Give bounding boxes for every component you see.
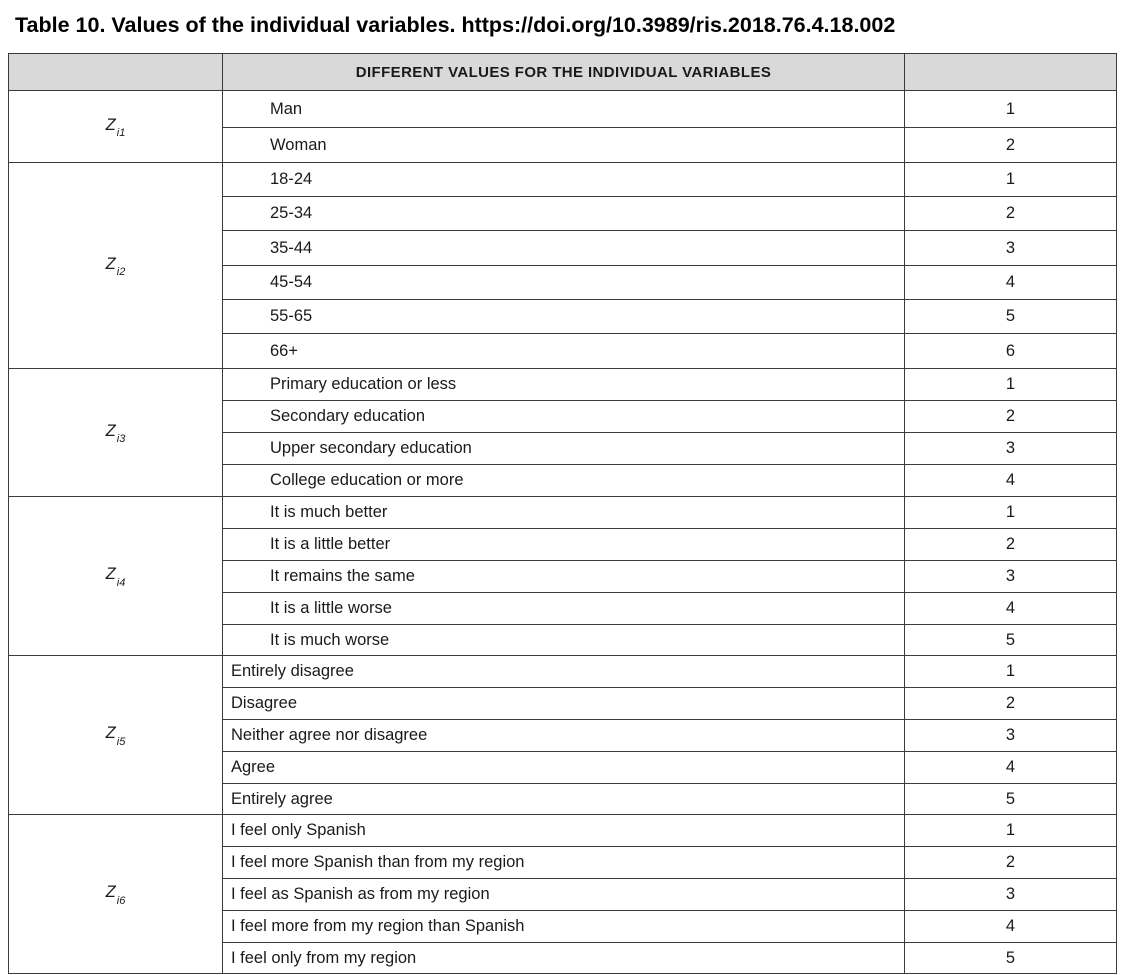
value-label: 25-34 (223, 197, 905, 231)
variable-symbol (9, 656, 223, 815)
value-code: 2 (905, 128, 1117, 163)
header-code (905, 54, 1117, 91)
value-label: Secondary education (223, 401, 905, 433)
value-label: Neither agree nor disagree (223, 720, 905, 752)
variable-symbol (9, 497, 223, 656)
value-label: Entirely agree (223, 784, 905, 815)
value-code: 4 (905, 593, 1117, 625)
table-row (9, 91, 1117, 128)
value-label: Disagree (223, 688, 905, 720)
value-code: 4 (905, 752, 1117, 784)
value-label: I feel only Spanish (223, 815, 905, 847)
variable-subscript: i2 (116, 266, 126, 279)
value-code: 2 (905, 529, 1117, 561)
value-label: 66+ (223, 334, 905, 369)
value-code: 3 (905, 433, 1117, 465)
variable-symbol (9, 815, 223, 974)
table-row (9, 656, 1117, 688)
value-label: Man (223, 91, 905, 128)
value-label: Agree (223, 752, 905, 784)
value-label: I feel more Spanish than from my region (223, 847, 905, 879)
variable-letter: Z (105, 883, 116, 902)
value-code: 3 (905, 720, 1117, 752)
header-values: DIFFERENT VALUES FOR THE INDIVIDUAL VARIABLES (223, 54, 905, 91)
value-code: 6 (905, 334, 1117, 369)
table-header-row (9, 54, 1117, 91)
value-label: I feel as Spanish as from my region (223, 879, 905, 911)
value-code: 5 (905, 625, 1117, 656)
table-title: Table 10. Values of the individual variables. https://doi.org/10.3989/ris.2018.76.4.18.002 (15, 13, 896, 37)
table-row (9, 815, 1117, 847)
value-label: It is much better (223, 497, 905, 529)
value-code: 1 (905, 815, 1117, 847)
variable-letter: Z (105, 254, 116, 273)
value-label: It is much worse (223, 625, 905, 656)
value-code: 4 (905, 911, 1117, 943)
table-row (9, 163, 1117, 197)
variable-subscript: i1 (116, 127, 126, 140)
table-body (9, 91, 1117, 974)
value-label: Entirely disagree (223, 656, 905, 688)
value-label: It is a little better (223, 529, 905, 561)
value-label: 45-54 (223, 266, 905, 300)
value-code: 5 (905, 784, 1117, 815)
value-code: 2 (905, 197, 1117, 231)
header-variable (9, 54, 223, 91)
variable-symbol (9, 163, 223, 369)
value-code: 2 (905, 688, 1117, 720)
variable-subscript: i4 (116, 576, 126, 589)
value-label: I feel more from my region than Spanish (223, 911, 905, 943)
value-code: 1 (905, 497, 1117, 529)
variable-letter: Z (105, 565, 116, 584)
value-code: 2 (905, 401, 1117, 433)
value-code: 2 (905, 847, 1117, 879)
value-code: 1 (905, 369, 1117, 401)
variable-symbol (9, 91, 223, 163)
variable-subscript: i5 (116, 735, 126, 748)
variable-subscript: i6 (116, 894, 126, 907)
value-label: I feel only from my region (223, 943, 905, 974)
variable-symbol (9, 369, 223, 497)
value-code: 1 (905, 656, 1117, 688)
value-label: It is a little worse (223, 593, 905, 625)
variables-table (8, 53, 1117, 974)
value-code: 1 (905, 91, 1117, 128)
value-label: Upper secondary education (223, 433, 905, 465)
value-label: 18-24 (223, 163, 905, 197)
value-label: Primary education or less (223, 369, 905, 401)
value-code: 3 (905, 231, 1117, 266)
value-code: 5 (905, 943, 1117, 974)
variable-letter: Z (105, 724, 116, 743)
value-label: 55-65 (223, 300, 905, 334)
value-label: It remains the same (223, 561, 905, 593)
value-code: 3 (905, 879, 1117, 911)
variable-letter: Z (105, 115, 116, 134)
variable-letter: Z (105, 421, 116, 440)
variable-subscript: i3 (116, 433, 126, 446)
value-code: 3 (905, 561, 1117, 593)
value-label: 35-44 (223, 231, 905, 266)
value-code: 4 (905, 465, 1117, 497)
table-row (9, 369, 1117, 401)
table-row (9, 497, 1117, 529)
value-label: Woman (223, 128, 905, 163)
value-code: 4 (905, 266, 1117, 300)
value-code: 5 (905, 300, 1117, 334)
value-label: College education or more (223, 465, 905, 497)
value-code: 1 (905, 163, 1117, 197)
